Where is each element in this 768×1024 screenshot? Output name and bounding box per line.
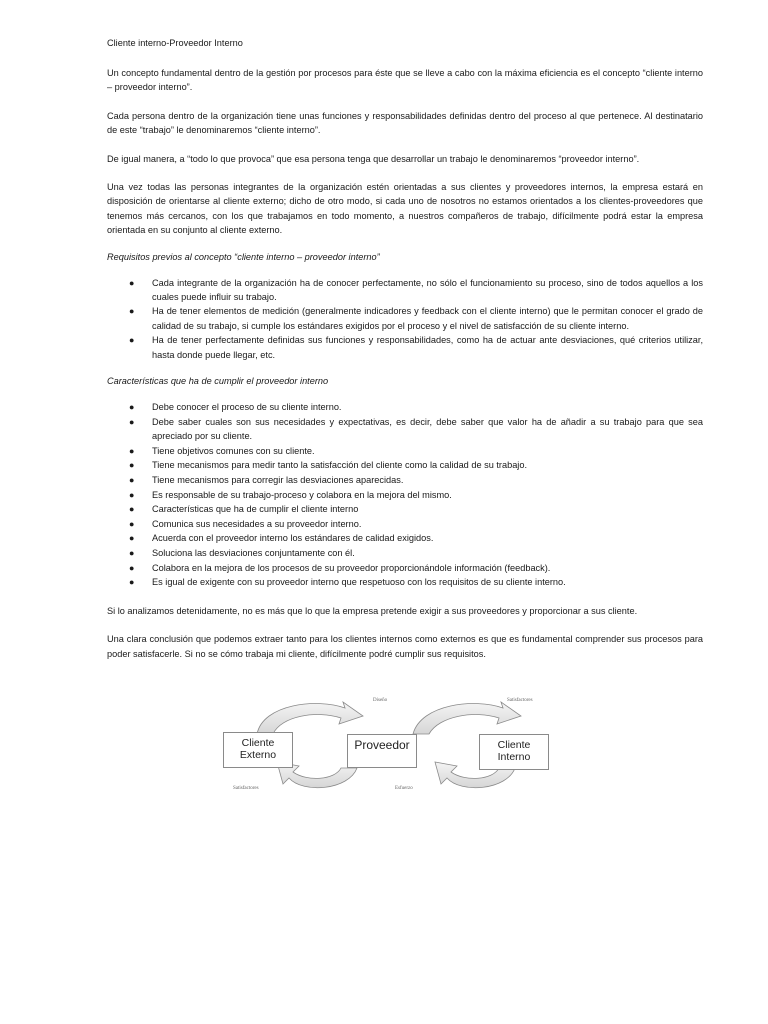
list-item: ● Es responsable de su trabajo-proceso y colabora en la mejora del mismo. <box>107 488 703 503</box>
list-item: ● Ha de tener perfectamente definidas sus funciones y responsabilidades, como ha de actuar ante desviaciones, qué criterios utilizar, hasta donde puede llegar, etc. <box>129 335 703 360</box>
document-title: Cliente interno-Proveedor Interno <box>107 38 243 48</box>
paragraph-proveedor-interno: De igual manera, a “todo lo que provoca” que esa persona tenga que desarrollar un trabajo le denominaremos “proveedor interno”. <box>107 153 640 164</box>
list-item: ● Tiene mecanismos para medir tanto la satisfacción del cliente como la calidad de su trabajo. <box>107 458 703 473</box>
cliente-proveedor-diagram <box>217 690 553 800</box>
list-item: ● Características que ha de cumplir el cliente interno <box>107 502 703 517</box>
label-satisfactores-bottom: Satisfactores <box>233 786 259 791</box>
bullet-icon: ● <box>129 533 135 544</box>
list-item: ● Soluciona las desviaciones conjuntamente con él. <box>107 546 703 561</box>
bullet-icon: ● <box>129 277 135 288</box>
cliente-externo-box: Cliente Externo <box>223 732 293 768</box>
list-item: ● Comunica sus necesidades a su proveedor interno. <box>107 517 703 532</box>
paragraph-orientacion: Una vez todas las personas integrantes de la organización estén orientadas a sus clientes y proveedores internos, la empresa estará en disposición de orientarse al cliente externo; dicho de otro modo, si cada uno de nosotros no estamos orientados a los clientes-proveedores que tenemos más cercanos, con los que trabajamos en todo momento, a nuestros compañeros de trabajo, difícilmente podrá estar la empresa orientada en su conjunto al cliente externo. <box>107 182 703 236</box>
document-page <box>107 38 703 675</box>
bullet-icon: ● <box>129 445 135 456</box>
arrow-top-right <box>413 702 521 734</box>
section-heading-requisitos: Requisitos previos al concepto “cliente interno – proveedor interno” <box>107 251 380 262</box>
list-caracteristicas <box>107 400 703 590</box>
bullet-icon: ● <box>129 504 135 515</box>
list-item: ● Cada integrante de la organización ha de conocer perfectamente, no sólo el funcionamiento su proceso, sino de todos aquellos a los cuales puede influir su trabajo. <box>129 277 703 303</box>
bullet-icon: ● <box>129 335 135 346</box>
label-esfuerzo: Esfuerzo <box>395 786 413 791</box>
bullet-icon: ● <box>129 577 135 588</box>
list-item: ● Tiene mecanismos para corregir las desviaciones aparecidas. <box>107 473 703 488</box>
list-item: ● Ha de tener elementos de medición (generalmente indicadores y feedback con el cliente interno) que le permitan conocer el grado de calidad de su trabajo, si cumple los estándares exigidos por el proceso y el nivel de satisfacción de su cliente interno. <box>129 306 703 331</box>
bullet-icon: ● <box>129 306 135 317</box>
label-diseno: Diseño <box>373 698 388 703</box>
list-item: ● Acuerda con el proveedor interno los estándares de calidad exigidos. <box>107 531 703 546</box>
label-satisfactores-top: Satisfactores <box>507 698 533 703</box>
list-item: ● Colabora en la mejora de los procesos de su proveedor proporcionándole información (feedback). <box>107 561 703 576</box>
bullet-icon: ● <box>129 416 135 427</box>
proveedor-box: Proveedor <box>347 734 417 768</box>
bullet-icon: ● <box>129 518 135 529</box>
bullet-icon: ● <box>129 562 135 573</box>
bullet-icon: ● <box>129 460 135 471</box>
list-item: ● Es igual de exigente con su proveedor interno que respetuoso con los requisitos de su cliente interno. <box>107 575 703 590</box>
list-item: ● Debe saber cuales son sus necesidades y expectativas, es decir, debe saber que valor ha de añadir a su trabajo para que sea apreciado por su cliente. <box>129 416 703 442</box>
bullet-icon: ● <box>129 548 135 559</box>
list-requisitos <box>107 276 703 362</box>
list-item: ● Debe conocer el proceso de su cliente interno. <box>107 400 703 415</box>
list-item: ● Tiene objetivos comunes con su cliente. <box>107 444 703 459</box>
bullet-icon: ● <box>129 489 135 500</box>
paragraph-analisis: Si lo analizamos detenidamente, no es más que lo que la empresa pretende exigir a sus proveedores y proporcionar a sus cliente. <box>107 605 638 616</box>
arrow-top-left <box>257 702 363 734</box>
paragraph-conclusion: Una clara conclusión que podemos extraer tanto para los clientes internos como externos es que es fundamental comprender sus procesos para poder satisfacerle. Si no se cómo trabaja mi cliente, difícilmente podré cumplir sus requisitos. <box>107 634 703 659</box>
paragraph-intro: Un concepto fundamental dentro de la gestión por procesos para éste que se lleve a cabo con la máxima eficiencia es el concepto “cliente interno – proveedor interno”. <box>107 68 703 93</box>
paragraph-cliente-interno: Cada persona dentro de la organización tiene unas funciones y responsabilidades definidas dentro del proceso al que pertenece. Al destinatario de este “trabajo” le denominaremos “cliente interno”. <box>107 110 703 136</box>
section-heading-caracteristicas: Características que ha de cumplir el proveedor interno <box>107 376 329 387</box>
bullet-icon: ● <box>129 402 135 413</box>
cliente-interno-box: Cliente Interno <box>479 734 549 770</box>
bullet-icon: ● <box>129 475 135 486</box>
